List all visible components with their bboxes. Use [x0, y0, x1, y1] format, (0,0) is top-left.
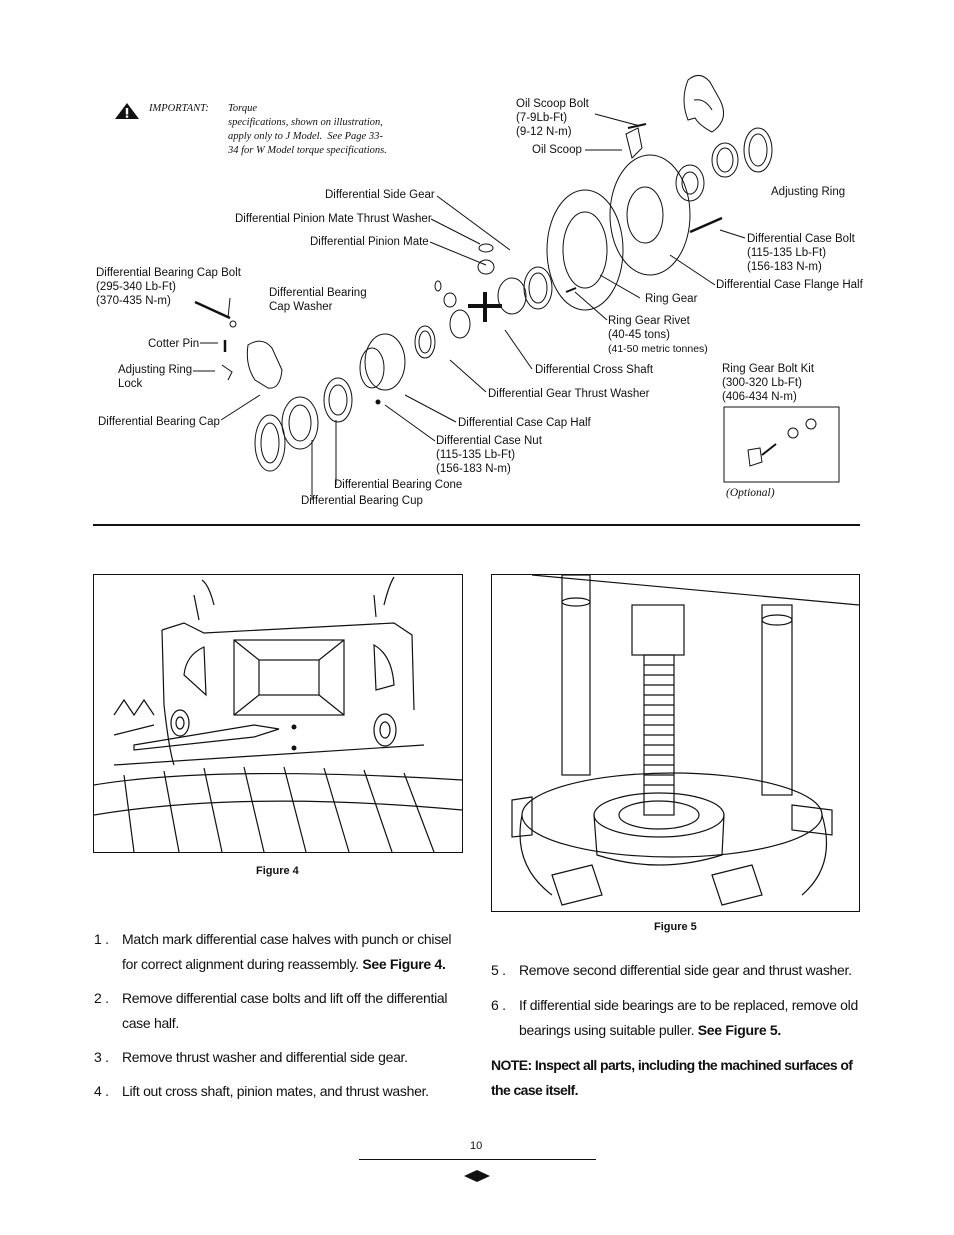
important-label: IMPORTANT:: [149, 103, 209, 114]
step-number: 1 .: [94, 931, 109, 947]
label-diff-pinion-mate: Differential Pinion Mate: [310, 236, 429, 248]
label-ring-gear-rivet-metric: (41-50 metric tonnes): [608, 343, 708, 355]
label-diff-bearing-cone: Differential Bearing Cone: [334, 479, 463, 491]
step-number: 2 .: [94, 990, 109, 1006]
step-figure-ref: See Figure 4.: [362, 956, 446, 972]
label-diff-bearing-cap-bolt: Differential Bearing Cap Bolt (295-340 Lb-Ft) (370-435 N-m): [96, 267, 241, 307]
label-diff-case-flange-half: Differential Case Flange Half: [716, 279, 863, 291]
label-ring-gear-rivet: Ring Gear Rivet (40-45 tons): [608, 315, 690, 341]
step-text: Remove second differential side gear and thrust washer.: [519, 962, 852, 978]
label-diff-case-cap-half: Differential Case Cap Half: [458, 417, 591, 429]
label-ring-gear: Ring Gear: [645, 293, 698, 305]
footer-divider: [359, 1159, 596, 1160]
label-diff-bearing-cap: Differential Bearing Cap: [98, 416, 220, 428]
page-number: 10: [470, 1140, 483, 1152]
label-diff-pinion-mate-thrust-washer: Differential Pinion Mate Thrust Washer: [235, 213, 432, 225]
figure-5-caption: Figure 5: [654, 921, 697, 933]
section-divider: [93, 524, 860, 526]
step-text: Remove thrust washer and differential side gear.: [122, 1049, 408, 1065]
step-text: Match mark differential case halves with punch or chisel for correct alignment during reassembly.: [122, 931, 452, 972]
label-oil-scoop-bolt: Oil Scoop Bolt (7-9Lb-Ft) (9-12 N-m): [516, 98, 589, 138]
step-text: Lift out cross shaft, pinion mates, and thrust washer.: [122, 1083, 429, 1099]
step-number: 4 .: [94, 1083, 109, 1099]
label-diff-cross-shaft: Differential Cross Shaft: [535, 364, 654, 376]
label-adjusting-ring-lock: Adjusting Ring Lock: [118, 364, 193, 390]
label-optional: (Optional): [726, 487, 775, 499]
label-cotter-pin: Cotter Pin: [148, 338, 200, 350]
figure-4-caption: Figure 4: [256, 865, 299, 877]
label-diff-gear-thrust-washer: Differential Gear Thrust Washer: [488, 388, 650, 400]
figure-4-image: [93, 574, 463, 853]
step-number: 6 .: [491, 997, 506, 1013]
label-diff-case-bolt: Differential Case Bolt (115-135 Lb-Ft) (156-183 N-m): [747, 233, 855, 273]
step-figure-ref: See Figure 5.: [697, 1022, 781, 1038]
label-diff-case-nut: Differential Case Nut (115-135 Lb-Ft) (156-183 N-m): [436, 435, 542, 475]
step-number: 3 .: [94, 1049, 109, 1065]
diamond-icon: [463, 1169, 491, 1183]
label-ring-gear-bolt-kit: Ring Gear Bolt Kit (300-320 Lb-Ft) (406-434 N-m): [722, 363, 815, 403]
step-text: If differential side bearings are to be replaced, remove old bearings using suitable puller.: [519, 997, 858, 1038]
figure-5-image: [491, 574, 860, 912]
important-text: Torque specifications, shown on illustration, apply only to J Model. See Page 33- 34 for W Model torque specifications.: [228, 103, 387, 156]
step-text: Remove differential case bolts and lift off the differential case half.: [122, 990, 448, 1031]
label-oil-scoop: Oil Scoop: [532, 144, 582, 156]
step-number: 5 .: [491, 962, 506, 978]
label-adjusting-ring-top: Adjusting Ring: [771, 186, 846, 198]
label-diff-bearing-cup: Differential Bearing Cup: [301, 495, 423, 507]
note-text: NOTE: Inspect all parts, including the machined surfaces of the case itself.: [491, 1057, 853, 1098]
label-diff-bearing-cap-washer: Differential Bearing Cap Washer: [269, 287, 367, 313]
label-diff-side-gear: Differential Side Gear: [325, 189, 435, 201]
